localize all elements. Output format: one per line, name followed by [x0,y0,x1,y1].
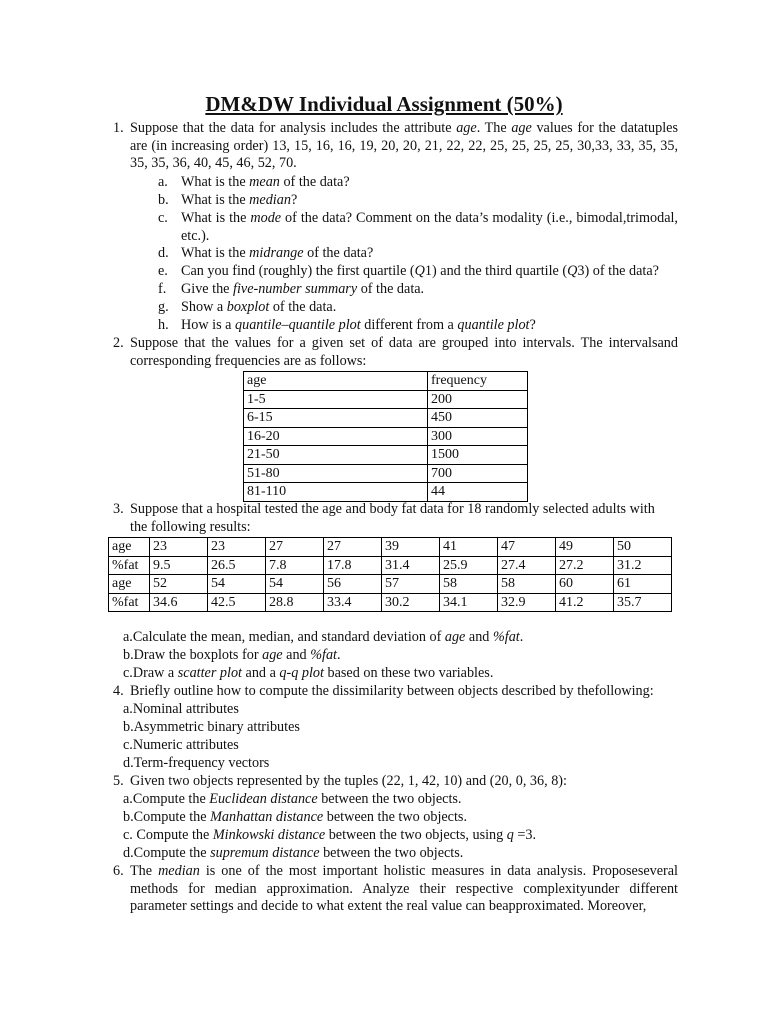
table-row [244,409,528,428]
table-cell: 51-80 [244,464,428,483]
table-cell: 57 [382,575,440,594]
q1-sub-f: Give the five-number summary of the data. [181,281,425,297]
table-cell: 6-15 [244,409,428,428]
table-row [109,556,672,575]
table-cell: 58 [440,575,498,594]
q2-number: 2. [113,335,124,351]
q1-sub-label: d. [158,245,169,261]
table-cell: 28.8 [266,593,324,612]
table-cell: 42.5 [208,593,266,612]
table-cell: 23 [150,538,208,557]
table-row [109,538,672,557]
q5-sub-c: c. Compute the Minkowski distance between the two objects, using q =3. [123,827,537,843]
table-cell: 61 [614,575,672,594]
table-cell: 49 [556,538,614,557]
table-cell: 58 [498,575,556,594]
table-cell: 700 [428,464,528,483]
table-cell: %fat [109,593,150,612]
table-cell: 27.4 [498,556,556,575]
q3-number: 3. [113,501,124,517]
table-row [244,446,528,465]
q4-sub-b: b.Asymmetric binary attributes [123,719,300,735]
table-row [244,464,528,483]
q1-sub-label: e. [158,263,168,279]
table-cell: 27 [266,538,324,557]
table-cell: 44 [428,483,528,502]
q1-sub-label: c. [158,210,168,226]
table-cell: 50 [614,538,672,557]
table-cell: 56 [324,575,382,594]
q1-sub-label: f. [158,281,167,297]
table-row [244,427,528,446]
table-cell: 39 [382,538,440,557]
q1-sub-a: What is the mean of the data? [181,174,350,190]
q5-sub-d: d.Compute the supremum distance between the two objects. [123,845,464,861]
body-fat-table [108,537,672,612]
table-row [109,593,672,612]
table-cell: 33.4 [324,593,382,612]
q1-sub-h: How is a quantile–quantile plot different from a quantile plot? [181,317,536,333]
table-cell: 1500 [428,446,528,465]
q5-sub-b: b.Compute the Manhattan distance between the two objects. [123,809,467,825]
table-cell: 23 [208,538,266,557]
table-cell: %fat [109,556,150,575]
q4-number: 4. [113,683,124,699]
q1-sub-label: a. [158,174,168,190]
table-cell: 35.7 [614,593,672,612]
q3-text: Suppose that a hospital tested the age and body fat data for 18 randomly selected adults with the following results: [130,501,655,535]
table-cell: 34.6 [150,593,208,612]
table-cell: age [109,575,150,594]
q3-sub-c: c.Draw a scatter plot and a q-q plot based on these two variables. [123,665,494,681]
q4-text: Briefly outline how to compute the dissimilarity between objects described by thefollowing: [130,683,654,699]
q6-text: The median is one of the most important holistic measures in data analysis. Proposeseveral methods for median approximation. Analyze their respective complexityunder different parameter settings and decide to what extent the real value can beapproximated. Moreover, [130,863,678,915]
table-cell: 27 [324,538,382,557]
table-cell: 54 [266,575,324,594]
table-row [244,390,528,409]
table-cell: 17.8 [324,556,382,575]
q1-sub-e: Can you find (roughly) the first quartile (Q1) and the third quartile (Q3) of the data? [181,263,659,279]
table-row [244,483,528,502]
q2-text: Suppose that the values for a given set of data are grouped into intervals. The intervalsand corresponding frequencies are as follows: [130,335,678,369]
table-cell: 27.2 [556,556,614,575]
q5-sub-a: a.Compute the Euclidean distance between the two objects. [123,791,462,807]
table-cell: 54 [208,575,266,594]
table-cell: 26.5 [208,556,266,575]
table-cell: 31.2 [614,556,672,575]
table-cell: 1-5 [244,390,428,409]
q1-sub-g: Show a boxplot of the data. [181,299,337,315]
table-cell: 25.9 [440,556,498,575]
q6-number: 6. [113,863,124,879]
table-cell: 450 [428,409,528,428]
table-cell: 30.2 [382,593,440,612]
table-cell: 7.8 [266,556,324,575]
table-row [109,575,672,594]
table-cell: 300 [428,427,528,446]
q1-sub-b: What is the median? [181,192,298,208]
q1-number: 1. [113,120,124,136]
table-header-cell: frequency [428,372,528,391]
table-cell: 41 [440,538,498,557]
q1-sub-c: What is the mode of the data? Comment on the data’s modality (i.e., bimodal,trimodal, etc.). [181,210,678,244]
q1-sub-label: h. [158,317,169,333]
table-cell: 21-50 [244,446,428,465]
table-cell: 60 [556,575,614,594]
table-cell: 34.1 [440,593,498,612]
q3-sub-a: a.Calculate the mean, median, and standard deviation of age and %fat. [123,629,524,645]
q1-sub-d: What is the midrange of the data? [181,245,374,261]
table-header-row [244,372,528,391]
table-cell: age [109,538,150,557]
q3-sub-b: b.Draw the boxplots for age and %fat. [123,647,341,663]
table-cell: 32.9 [498,593,556,612]
table-header-cell: age [244,372,428,391]
table-cell: 47 [498,538,556,557]
table-cell: 31.4 [382,556,440,575]
q5-number: 5. [113,773,124,789]
page-title: DM&DW Individual Assignment (50%) [205,92,563,116]
table-cell: 16-20 [244,427,428,446]
q1-text: Suppose that the data for analysis includes the attribute age. The age values for the datatuples are (in increasing order) 13, 15, 16, 16, 19, 20, 20, 21, 22, 22, 25, 25, 25, 25, 30,33, 33, 35, 35, 35, 35, 36, 40, 45, 46, 52, 70. [130,120,678,172]
q1-sub-label: b. [158,192,169,208]
table-cell: 9.5 [150,556,208,575]
table-cell: 41.2 [556,593,614,612]
q4-sub-d: d.Term-frequency vectors [123,755,270,771]
table-cell: 52 [150,575,208,594]
q4-sub-c: c.Numeric attributes [123,737,239,753]
q4-sub-a: a.Nominal attributes [123,701,239,717]
table-cell: 200 [428,390,528,409]
q5-text: Given two objects represented by the tuples (22, 1, 42, 10) and (20, 0, 36, 8): [130,773,567,789]
q1-sub-label: g. [158,299,169,315]
table-cell: 81-110 [244,483,428,502]
frequency-table [243,371,528,502]
